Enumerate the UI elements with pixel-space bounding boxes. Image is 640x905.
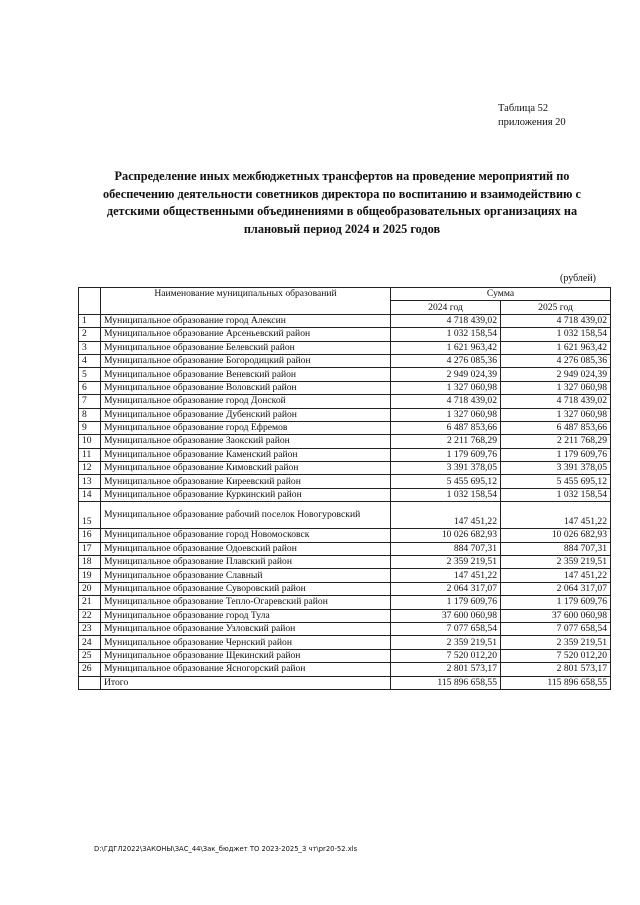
table-row <box>79 421 611 434</box>
table-body <box>79 314 611 689</box>
row-number: 3 <box>79 341 101 354</box>
row-value-2024: 10 026 682,93 <box>391 529 501 542</box>
file-path-footer: D:\ГДГЛ2022\ЗАКОНЫ\ЗАС_44\Зак_бюджет ТО 2023-2025_3 чт\pr20-52.xls <box>94 845 358 853</box>
row-number: 23 <box>79 622 101 635</box>
row-value-2024: 1 621 963,42 <box>391 341 501 354</box>
row-value-2025: 10 026 682,93 <box>501 529 611 542</box>
row-value-2025: 6 487 853,66 <box>501 421 611 434</box>
row-value-2025: 4 718 439,02 <box>501 314 611 327</box>
row-value-2024: 884 707,31 <box>391 542 501 555</box>
row-value-2024: 4 718 439,02 <box>391 314 501 327</box>
table-row <box>79 354 611 367</box>
row-number: 10 <box>79 435 101 448</box>
row-number: 12 <box>79 462 101 475</box>
row-number: 21 <box>79 596 101 609</box>
header-2025: 2025 год <box>501 301 611 314</box>
row-value-2025: 147 451,22 <box>501 502 611 529</box>
row-value-2024: 2 949 024,39 <box>391 368 501 381</box>
row-value-2024: 2 064 317,07 <box>391 582 501 595</box>
row-number: 14 <box>79 488 101 501</box>
row-value-2024: 6 487 853,66 <box>391 421 501 434</box>
row-municipality: Муниципальное образование Кимовский район <box>101 462 391 475</box>
total-2024: 115 896 658,55 <box>391 676 501 689</box>
row-value-2025: 7 077 658,54 <box>501 622 611 635</box>
row-number: 16 <box>79 529 101 542</box>
row-value-2024: 1 179 609,76 <box>391 596 501 609</box>
row-value-2024: 7 077 658,54 <box>391 622 501 635</box>
table-row <box>79 529 611 542</box>
row-number: 6 <box>79 381 101 394</box>
row-value-2025: 2 949 024,39 <box>501 368 611 381</box>
row-municipality: Муниципальное образование Суворовский район <box>101 582 391 595</box>
row-value-2025: 2 801 573,17 <box>501 663 611 676</box>
row-number: 25 <box>79 649 101 662</box>
table-reference <box>498 102 566 130</box>
header-municipality: Наименование муниципальных образований <box>101 288 391 315</box>
total-2025: 115 896 658,55 <box>501 676 611 689</box>
total-label: Итого <box>101 676 391 689</box>
row-number: 2 <box>79 328 101 341</box>
row-value-2025: 1 032 158,54 <box>501 488 611 501</box>
table-row <box>79 314 611 327</box>
transfers-table <box>78 287 611 690</box>
table-row <box>79 609 611 622</box>
table-row <box>79 636 611 649</box>
row-municipality: Муниципальное образование Куркинский район <box>101 488 391 501</box>
row-municipality: Муниципальное образование Узловский район <box>101 622 391 635</box>
table-row <box>79 381 611 394</box>
row-number: 19 <box>79 569 101 582</box>
row-value-2024: 2 359 219,51 <box>391 636 501 649</box>
row-value-2025: 7 520 012,20 <box>501 649 611 662</box>
row-value-2025: 1 327 060,98 <box>501 381 611 394</box>
header-number <box>79 288 101 315</box>
row-value-2025: 1 621 963,42 <box>501 341 611 354</box>
table-row <box>79 328 611 341</box>
row-value-2025: 1 032 158,54 <box>501 328 611 341</box>
row-value-2024: 37 600 060,98 <box>391 609 501 622</box>
row-value-2024: 3 391 378,05 <box>391 462 501 475</box>
row-number: 8 <box>79 408 101 421</box>
row-value-2025: 3 391 378,05 <box>501 462 611 475</box>
table-row <box>79 649 611 662</box>
row-value-2024: 7 520 012,20 <box>391 649 501 662</box>
row-number: 5 <box>79 368 101 381</box>
row-municipality: Муниципальное образование город Ефремов <box>101 421 391 434</box>
row-number: 1 <box>79 314 101 327</box>
row-municipality: Муниципальное образование город Алексин <box>101 314 391 327</box>
row-municipality: Муниципальное образование рабочий поселок Новогуровский <box>101 502 391 529</box>
row-value-2025: 1 179 609,76 <box>501 596 611 609</box>
row-value-2024: 5 455 695,12 <box>391 475 501 488</box>
row-municipality: Муниципальное образование Воловский район <box>101 381 391 394</box>
total-row <box>79 676 611 689</box>
row-number: 26 <box>79 663 101 676</box>
row-municipality: Муниципальное образование Чернский район <box>101 636 391 649</box>
table-row <box>79 368 611 381</box>
units-label: (рублей) <box>560 273 597 284</box>
row-municipality: Муниципальное образование Заокский район <box>101 435 391 448</box>
row-value-2025: 4 718 439,02 <box>501 395 611 408</box>
row-value-2024: 1 327 060,98 <box>391 381 501 394</box>
row-value-2024: 4 276 085,36 <box>391 354 501 367</box>
table-row <box>79 475 611 488</box>
table-row <box>79 341 611 354</box>
row-value-2024: 1 327 060,98 <box>391 408 501 421</box>
row-municipality: Муниципальное образование Щекинский район <box>101 649 391 662</box>
table-number: Таблица 52 <box>498 103 549 114</box>
row-municipality: Муниципальное образование Арсеньевский район <box>101 328 391 341</box>
row-municipality: Муниципальное образование Тепло-Огаревский район <box>101 596 391 609</box>
table-row <box>79 502 611 529</box>
row-value-2024: 1 179 609,76 <box>391 448 501 461</box>
row-municipality: Муниципальное образование город Новомосковск <box>101 529 391 542</box>
table-row <box>79 488 611 501</box>
row-value-2025: 884 707,31 <box>501 542 611 555</box>
appendix-number: приложения 20 <box>498 117 566 128</box>
table-row <box>79 622 611 635</box>
row-value-2024: 4 718 439,02 <box>391 395 501 408</box>
table-row <box>79 395 611 408</box>
row-number: 24 <box>79 636 101 649</box>
table-row <box>79 408 611 421</box>
row-municipality: Муниципальное образование город Тула <box>101 609 391 622</box>
row-number: 9 <box>79 421 101 434</box>
row-municipality: Муниципальное образование Ясногорский район <box>101 663 391 676</box>
row-value-2025: 5 455 695,12 <box>501 475 611 488</box>
row-municipality: Муниципальное образование Плавский район <box>101 556 391 569</box>
table-row <box>79 569 611 582</box>
row-municipality: Муниципальное образование Дубенский район <box>101 408 391 421</box>
row-number: 7 <box>79 395 101 408</box>
header-sum: Сумма <box>391 288 611 301</box>
row-value-2025: 2 064 317,07 <box>501 582 611 595</box>
row-number: 15 <box>79 502 101 529</box>
document-title: Распределение иных межбюджетных трансфертов на проведение мероприятий по обеспечению деятельности советников директора по воспитанию и взаимодействию с детскими общественными объединениями в общеобразовательных организациях на плановый период 2024 и 2025 годов <box>103 169 581 236</box>
table-row <box>79 596 611 609</box>
table-row <box>79 582 611 595</box>
total-number <box>79 676 101 689</box>
row-number: 22 <box>79 609 101 622</box>
row-value-2025: 1 327 060,98 <box>501 408 611 421</box>
table-row <box>79 448 611 461</box>
row-value-2025: 4 276 085,36 <box>501 354 611 367</box>
row-number: 20 <box>79 582 101 595</box>
table-row <box>79 556 611 569</box>
row-value-2024: 1 032 158,54 <box>391 488 501 501</box>
row-value-2024: 147 451,22 <box>391 569 501 582</box>
row-municipality: Муниципальное образование Одоевский район <box>101 542 391 555</box>
table-row <box>79 663 611 676</box>
row-municipality: Муниципальное образование Белевский район <box>101 341 391 354</box>
header-2024: 2024 год <box>391 301 501 314</box>
row-value-2025: 147 451,22 <box>501 569 611 582</box>
table-row <box>79 462 611 475</box>
row-value-2024: 2 359 219,51 <box>391 556 501 569</box>
row-municipality: Муниципальное образование Каменский район <box>101 448 391 461</box>
row-value-2025: 1 179 609,76 <box>501 448 611 461</box>
row-value-2025: 37 600 060,98 <box>501 609 611 622</box>
row-number: 4 <box>79 354 101 367</box>
row-number: 11 <box>79 448 101 461</box>
table-row <box>79 435 611 448</box>
row-municipality: Муниципальное образование город Донской <box>101 395 391 408</box>
row-municipality: Муниципальное образование Киреевский район <box>101 475 391 488</box>
row-value-2025: 2 359 219,51 <box>501 556 611 569</box>
row-municipality: Муниципальное образование Веневский район <box>101 368 391 381</box>
row-value-2024: 2 801 573,17 <box>391 663 501 676</box>
row-municipality: Муниципальное образование Богородицкий район <box>101 354 391 367</box>
table-row <box>79 542 611 555</box>
row-value-2024: 1 032 158,54 <box>391 328 501 341</box>
row-municipality: Муниципальное образование Славный <box>101 569 391 582</box>
row-value-2024: 147 451,22 <box>391 502 501 529</box>
row-number: 13 <box>79 475 101 488</box>
row-value-2024: 2 211 768,29 <box>391 435 501 448</box>
row-number: 18 <box>79 556 101 569</box>
row-value-2025: 2 211 768,29 <box>501 435 611 448</box>
row-number: 17 <box>79 542 101 555</box>
row-value-2025: 2 359 219,51 <box>501 636 611 649</box>
